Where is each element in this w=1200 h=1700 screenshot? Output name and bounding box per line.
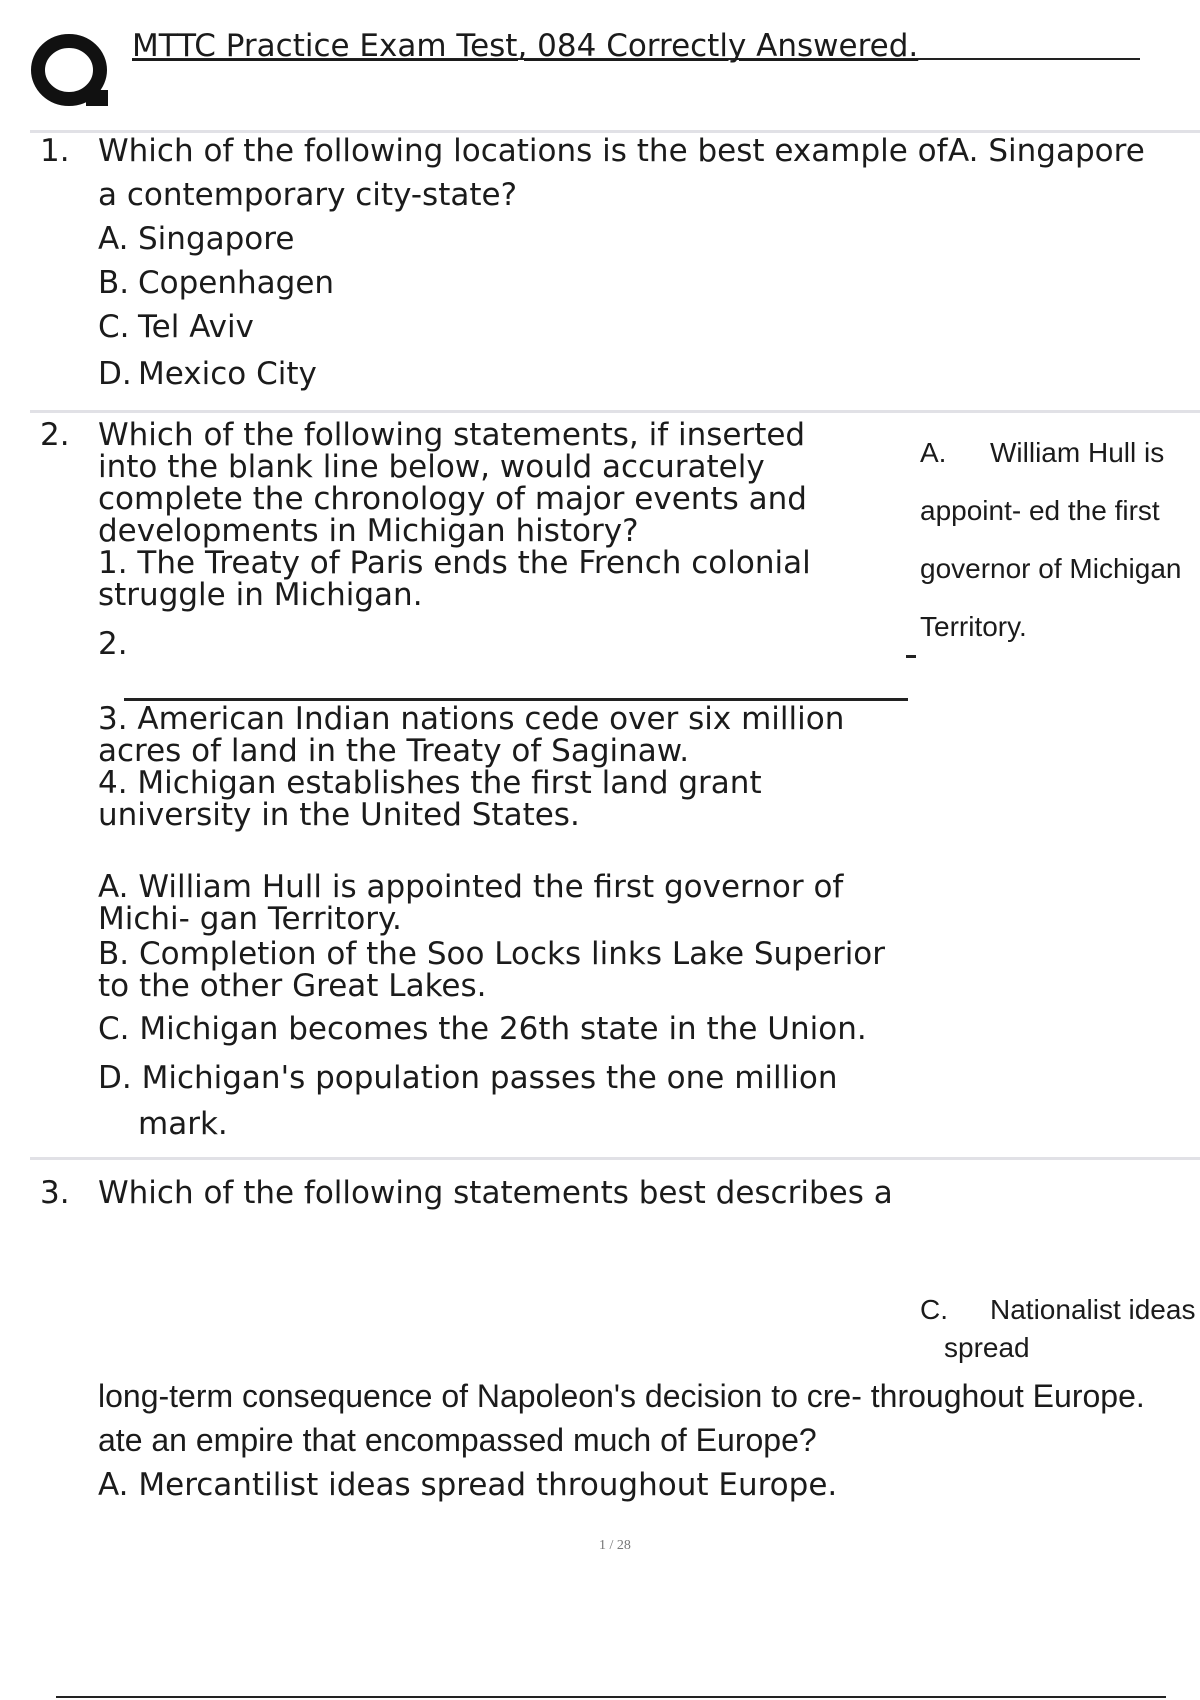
question-3-answer bbox=[920, 1291, 1195, 1367]
answer-text: Nationalist ideas bbox=[990, 1294, 1196, 1325]
question-2-option-a bbox=[98, 871, 843, 935]
answer-text: governor of Michigan bbox=[920, 553, 1182, 584]
answer-text: Territory. bbox=[920, 611, 1027, 642]
option-text: Tel Aviv bbox=[138, 309, 254, 345]
question-number: 2. bbox=[40, 417, 70, 453]
chronology-item-3-cont: acres of land in the Treaty of Saginaw. bbox=[98, 733, 690, 769]
question-1-option-b bbox=[98, 263, 334, 303]
option-a-line: A. William Hull is appointed the first governor of bbox=[98, 869, 844, 905]
question-2-option-c: C. Michigan becomes the 26th state in the Union. bbox=[98, 1011, 867, 1047]
chronology-item-1: 1. The Treaty of Paris ends the French colonial bbox=[98, 545, 811, 581]
document-title bbox=[132, 28, 1140, 64]
option-letter: C. bbox=[98, 309, 130, 345]
question-2-stem-line: developments in Michigan history? bbox=[98, 513, 639, 549]
question-number: 1. bbox=[40, 133, 70, 169]
answer-text: appoint- ed the first bbox=[920, 495, 1160, 526]
document-title-text: MTTC Practice Exam Test, 084 Correctly Answered. bbox=[132, 28, 919, 64]
option-text: Copenhagen bbox=[138, 265, 335, 301]
answer-letter: C. bbox=[920, 1294, 948, 1325]
chronology-item-1-cont: struggle in Michigan. bbox=[98, 577, 423, 613]
option-text: Mexico City bbox=[138, 356, 317, 392]
option-b-line: B. Completion of the Soo Locks links Lake Superior bbox=[98, 936, 886, 972]
footer-rule bbox=[56, 1696, 1166, 1698]
answer-letter: A. bbox=[920, 437, 947, 468]
question-1-option-c bbox=[98, 307, 254, 347]
blank-marker bbox=[906, 655, 916, 658]
option-letter: A. bbox=[98, 221, 129, 257]
option-d-line: mark. bbox=[138, 1106, 228, 1142]
question-3-option-a: A. Mercantilist ideas spread throughout Europe. bbox=[98, 1467, 838, 1503]
question-2-stem-line: into the blank line below, would accurately bbox=[98, 449, 765, 485]
question-1-option-a bbox=[98, 219, 294, 259]
chronology-item-2: 2. bbox=[98, 626, 128, 662]
chronology-item-3: 3. American Indian nations cede over six million bbox=[98, 701, 845, 737]
question-3-stem-line: long-term consequence of Napoleon's decision to cre- throughout Europe. bbox=[98, 1378, 1145, 1414]
question-2-stem-line: Which of the following statements, if inserted bbox=[98, 417, 806, 453]
question-2-answer bbox=[920, 424, 1181, 656]
question-2-stem bbox=[98, 419, 811, 611]
option-letter: B. bbox=[98, 265, 130, 301]
question-1-stem-line: Which of the following locations is the best example of bbox=[98, 133, 948, 169]
question-number: 3. bbox=[40, 1175, 70, 1211]
question-2-option-d bbox=[98, 1055, 838, 1147]
chronology-item-4: 4. Michigan establishes the first land grant bbox=[98, 765, 762, 801]
option-a-line: Michi- gan Territory. bbox=[98, 901, 402, 937]
option-text: Singapore bbox=[138, 221, 295, 257]
option-d-line: D. Michigan's population passes the one million bbox=[98, 1060, 838, 1096]
chronology-items-3-4 bbox=[98, 703, 844, 831]
question-3-stem-line: Which of the following statements best describes a bbox=[98, 1175, 893, 1211]
option-b-line: to the other Great Lakes. bbox=[98, 968, 487, 1004]
answer-text: William Hull is bbox=[990, 437, 1165, 468]
question-1-stem-line: a contemporary city-state? bbox=[98, 177, 518, 213]
question-3-stem bbox=[98, 1374, 1145, 1462]
option-letter: D. bbox=[98, 356, 132, 392]
logo-q-icon bbox=[30, 32, 110, 110]
question-1-answer: A. Singapore bbox=[948, 133, 1145, 169]
page-number: 1 / 28 bbox=[599, 1538, 631, 1553]
answer-line-1 bbox=[920, 424, 1181, 482]
divider bbox=[30, 1157, 1200, 1160]
divider bbox=[30, 410, 1200, 413]
answer-line-1 bbox=[920, 1291, 1195, 1329]
chronology-item-4-cont: university in the United States. bbox=[98, 797, 580, 833]
question-2-option-b bbox=[98, 938, 885, 1002]
answer-text: spread bbox=[944, 1332, 1030, 1363]
question-1-option-d bbox=[98, 354, 317, 394]
question-2-stem-line: complete the chronology of major events and bbox=[98, 481, 807, 517]
question-1-stem bbox=[98, 131, 948, 215]
question-3-stem-line: ate an empire that encompassed much of Europe? bbox=[98, 1422, 817, 1458]
